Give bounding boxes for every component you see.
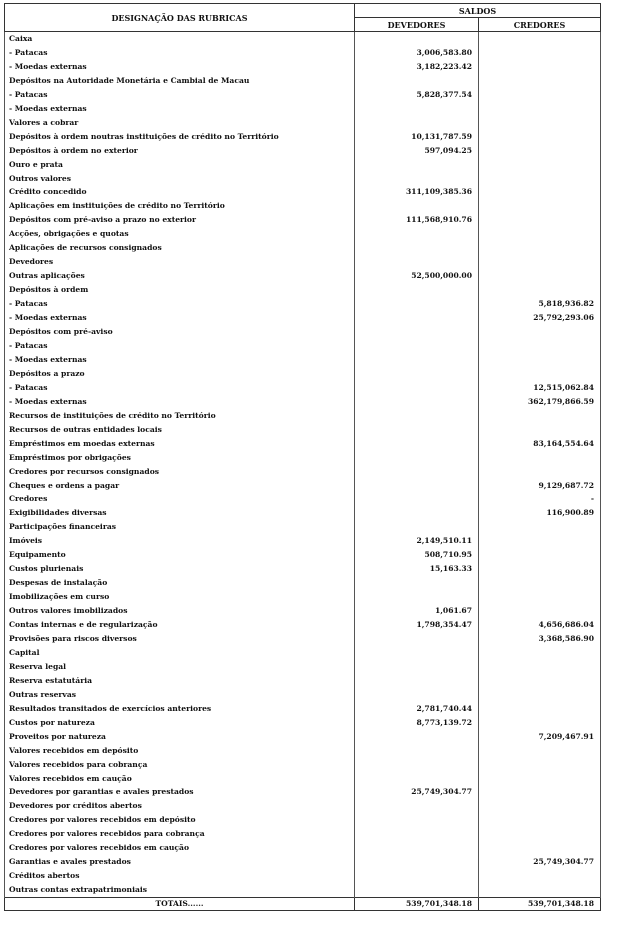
- row-devedores: [355, 311, 479, 325]
- totals-devedores: 539,701,348.18: [355, 898, 479, 911]
- row-label: - Moedas externas: [5, 395, 355, 409]
- row-credores: [479, 158, 601, 172]
- row-credores: [479, 255, 601, 269]
- row-label: Exigibilidades diversas: [5, 506, 355, 520]
- table-row: [5, 269, 601, 283]
- row-devedores: [355, 520, 479, 534]
- row-devedores: [355, 576, 479, 590]
- row-credores: [479, 716, 601, 730]
- row-label: Credores por valores recebidos em depósito: [5, 813, 355, 827]
- row-credores: [479, 799, 601, 813]
- row-credores: [479, 688, 601, 702]
- row-credores: [479, 172, 601, 186]
- table-row: [5, 172, 601, 186]
- row-devedores: 3,182,223.42: [355, 60, 479, 74]
- row-label: Depósitos com pré-aviso a prazo no exterior: [5, 213, 355, 227]
- row-credores: [479, 758, 601, 772]
- totals-credores: 539,701,348.18: [479, 898, 601, 911]
- row-credores: [479, 562, 601, 576]
- row-label: Valores recebidos em caução: [5, 772, 355, 786]
- row-devedores: [355, 116, 479, 130]
- row-credores: [479, 576, 601, 590]
- header-credores: CREDORES: [479, 18, 601, 32]
- row-devedores: [355, 632, 479, 646]
- table-row: [5, 158, 601, 172]
- row-devedores: 508,710.95: [355, 548, 479, 562]
- table-row: [5, 660, 601, 674]
- row-credores: [479, 451, 601, 465]
- row-credores: [479, 827, 601, 841]
- row-label: Recursos de outras entidades locais: [5, 423, 355, 437]
- row-credores: [479, 813, 601, 827]
- row-label: Imobilizações em curso: [5, 590, 355, 604]
- table-row: [5, 590, 601, 604]
- row-devedores: [355, 465, 479, 479]
- table-body: [5, 32, 601, 898]
- row-label: Cheques e ordens a pagar: [5, 479, 355, 493]
- row-devedores: [355, 339, 479, 353]
- row-devedores: [355, 883, 479, 897]
- row-credores: [479, 646, 601, 660]
- row-credores: [479, 130, 601, 144]
- table-row: [5, 130, 601, 144]
- row-devedores: 5,828,377.54: [355, 88, 479, 102]
- table-row: [5, 548, 601, 562]
- table-row: [5, 702, 601, 716]
- table-row: [5, 311, 601, 325]
- table-row: [5, 116, 601, 130]
- row-label: Credores por valores recebidos em caução: [5, 841, 355, 855]
- row-label: Valores recebidos para cobrança: [5, 758, 355, 772]
- row-credores: [479, 227, 601, 241]
- row-label: Recursos de instituições de crédito no Território: [5, 409, 355, 423]
- row-label: - Patacas: [5, 88, 355, 102]
- row-label: Contas internas e de regularização: [5, 618, 355, 632]
- row-devedores: [355, 241, 479, 255]
- table-row: [5, 855, 601, 869]
- row-credores: [479, 185, 601, 199]
- table-row: [5, 562, 601, 576]
- table-row: [5, 74, 601, 88]
- table-row: [5, 88, 601, 102]
- row-label: - Moedas externas: [5, 353, 355, 367]
- row-devedores: [355, 799, 479, 813]
- row-devedores: [355, 813, 479, 827]
- row-credores: [479, 367, 601, 381]
- table-row: [5, 185, 601, 199]
- row-credores: [479, 60, 601, 74]
- table-row: [5, 618, 601, 632]
- row-label: Credores por recursos consignados: [5, 465, 355, 479]
- row-devedores: [355, 827, 479, 841]
- row-credores: 25,749,304.77: [479, 855, 601, 869]
- row-label: Empréstimos em moedas externas: [5, 437, 355, 451]
- table-row: [5, 674, 601, 688]
- row-label: Reserva legal: [5, 660, 355, 674]
- row-devedores: [355, 325, 479, 339]
- header-devedores: DEVEDORES: [355, 18, 479, 32]
- table-row: [5, 283, 601, 297]
- table-row: [5, 799, 601, 813]
- row-label: - Moedas externas: [5, 311, 355, 325]
- row-credores: 83,164,554.64: [479, 437, 601, 451]
- table-row: [5, 213, 601, 227]
- row-credores: 116,900.89: [479, 506, 601, 520]
- row-label: Caixa: [5, 32, 355, 46]
- row-credores: 25,792,293.06: [479, 311, 601, 325]
- row-credores: [479, 744, 601, 758]
- row-devedores: 3,006,583.80: [355, 46, 479, 60]
- row-devedores: [355, 869, 479, 883]
- row-credores: [479, 465, 601, 479]
- row-devedores: [355, 199, 479, 213]
- row-devedores: [355, 409, 479, 423]
- row-label: Acções, obrigações e quotas: [5, 227, 355, 241]
- row-label: Garantias e avales prestados: [5, 855, 355, 869]
- row-label: Outros valores imobilizados: [5, 604, 355, 618]
- row-credores: [479, 841, 601, 855]
- table-row: [5, 227, 601, 241]
- row-devedores: [355, 506, 479, 520]
- row-label: - Patacas: [5, 339, 355, 353]
- row-credores: [479, 102, 601, 116]
- row-label: Depósitos na Autoridade Monetária e Cambial de Macau: [5, 74, 355, 88]
- row-devedores: [355, 479, 479, 493]
- row-credores: [479, 520, 601, 534]
- row-credores: 4,656,686.04: [479, 618, 601, 632]
- table-row: [5, 506, 601, 520]
- row-devedores: 52,500,000.00: [355, 269, 479, 283]
- row-label: Ouro e prata: [5, 158, 355, 172]
- table-row: [5, 646, 601, 660]
- row-credores: [479, 534, 601, 548]
- row-credores: [479, 339, 601, 353]
- table-row: [5, 353, 601, 367]
- row-label: Equipamento: [5, 548, 355, 562]
- row-devedores: 2,781,740.44: [355, 702, 479, 716]
- balance-sheet-table: [4, 3, 601, 911]
- row-credores: [479, 772, 601, 786]
- table-row: [5, 451, 601, 465]
- row-credores: 5,818,936.82: [479, 297, 601, 311]
- table-row: [5, 60, 601, 74]
- table-row: [5, 492, 601, 506]
- row-devedores: [355, 32, 479, 46]
- row-label: Imóveis: [5, 534, 355, 548]
- table-row: [5, 604, 601, 618]
- row-label: Provisões para riscos diversos: [5, 632, 355, 646]
- table-row: [5, 367, 601, 381]
- table-row: [5, 423, 601, 437]
- row-label: Reserva estatutária: [5, 674, 355, 688]
- row-label: Resultados transitados de exercícios anteriores: [5, 702, 355, 716]
- table-row: [5, 144, 601, 158]
- table-row: [5, 437, 601, 451]
- row-devedores: [355, 395, 479, 409]
- row-label: Depósitos à ordem noutras instituições de crédito no Território: [5, 130, 355, 144]
- row-label: Empréstimos por obrigações: [5, 451, 355, 465]
- table-row: [5, 465, 601, 479]
- row-credores: [479, 869, 601, 883]
- row-devedores: [355, 423, 479, 437]
- totals-row: [5, 898, 601, 911]
- table-row: [5, 716, 601, 730]
- table-row: [5, 827, 601, 841]
- row-label: Depósitos à ordem: [5, 283, 355, 297]
- row-devedores: [355, 451, 479, 465]
- row-credores: [479, 199, 601, 213]
- row-credores: 12,515,062.84: [479, 381, 601, 395]
- row-devedores: [355, 102, 479, 116]
- row-devedores: [355, 841, 479, 855]
- row-devedores: [355, 688, 479, 702]
- row-devedores: [355, 227, 479, 241]
- row-credores: 3,368,586.90: [479, 632, 601, 646]
- row-label: Aplicações de recursos consignados: [5, 241, 355, 255]
- row-devedores: 111,568,910.76: [355, 213, 479, 227]
- table-row: [5, 297, 601, 311]
- table-row: [5, 772, 601, 786]
- row-label: Outras aplicações: [5, 269, 355, 283]
- table-row: [5, 395, 601, 409]
- row-label: Outras contas extrapatrimoniais: [5, 883, 355, 897]
- row-label: Despesas de instalação: [5, 576, 355, 590]
- row-credores: [479, 785, 601, 799]
- row-devedores: [355, 381, 479, 395]
- table-row: [5, 381, 601, 395]
- row-label: Devedores: [5, 255, 355, 269]
- row-devedores: 10,131,787.59: [355, 130, 479, 144]
- table-row: [5, 785, 601, 799]
- table-row: [5, 730, 601, 744]
- row-credores: [479, 144, 601, 158]
- row-credores: [479, 116, 601, 130]
- row-credores: [479, 674, 601, 688]
- table-row: [5, 632, 601, 646]
- table-row: [5, 576, 601, 590]
- row-devedores: [355, 660, 479, 674]
- row-devedores: [355, 353, 479, 367]
- row-credores: [479, 32, 601, 46]
- table-row: [5, 325, 601, 339]
- row-credores: [479, 241, 601, 255]
- row-devedores: [355, 437, 479, 451]
- row-label: - Moedas externas: [5, 102, 355, 116]
- row-credores: -: [479, 492, 601, 506]
- row-devedores: [355, 283, 479, 297]
- row-credores: 7,209,467.91: [479, 730, 601, 744]
- row-credores: [479, 660, 601, 674]
- row-devedores: 597,094.25: [355, 144, 479, 158]
- row-devedores: [355, 674, 479, 688]
- row-devedores: [355, 297, 479, 311]
- row-label: Valores a cobrar: [5, 116, 355, 130]
- row-label: Capital: [5, 646, 355, 660]
- row-label: Crédito concedido: [5, 185, 355, 199]
- row-devedores: [355, 158, 479, 172]
- table-row: [5, 241, 601, 255]
- row-credores: [479, 325, 601, 339]
- row-label: Credores: [5, 492, 355, 506]
- row-credores: [479, 74, 601, 88]
- row-label: Custos por natureza: [5, 716, 355, 730]
- row-label: Depósitos a prazo: [5, 367, 355, 381]
- row-credores: [479, 283, 601, 297]
- row-credores: [479, 88, 601, 102]
- row-credores: [479, 604, 601, 618]
- table-row: [5, 46, 601, 60]
- row-label: Valores recebidos em depósito: [5, 744, 355, 758]
- row-label: Devedores por créditos abertos: [5, 799, 355, 813]
- row-credores: [479, 46, 601, 60]
- row-devedores: [355, 74, 479, 88]
- table-row: [5, 758, 601, 772]
- table-row: [5, 479, 601, 493]
- row-devedores: 25,749,304.77: [355, 785, 479, 799]
- row-devedores: [355, 855, 479, 869]
- row-credores: [479, 353, 601, 367]
- table-row: [5, 32, 601, 46]
- row-devedores: [355, 646, 479, 660]
- row-devedores: [355, 255, 479, 269]
- table-row: [5, 520, 601, 534]
- row-devedores: [355, 172, 479, 186]
- table-row: [5, 883, 601, 897]
- row-label: Depósitos com pré-aviso: [5, 325, 355, 339]
- row-devedores: 1,798,354.47: [355, 618, 479, 632]
- table-row: [5, 869, 601, 883]
- row-devedores: [355, 492, 479, 506]
- row-label: - Patacas: [5, 46, 355, 60]
- row-devedores: [355, 744, 479, 758]
- row-devedores: [355, 730, 479, 744]
- row-label: Credores por valores recebidos para cobrança: [5, 827, 355, 841]
- row-credores: [479, 590, 601, 604]
- table-row: [5, 813, 601, 827]
- row-label: Outras reservas: [5, 688, 355, 702]
- table-row: [5, 534, 601, 548]
- table-row: [5, 102, 601, 116]
- table-row: [5, 744, 601, 758]
- row-devedores: 1,061.67: [355, 604, 479, 618]
- row-label: - Moedas externas: [5, 60, 355, 74]
- row-label: - Patacas: [5, 297, 355, 311]
- table-row: [5, 199, 601, 213]
- row-credores: [479, 548, 601, 562]
- row-label: Devedores por garantias e avales prestados: [5, 785, 355, 799]
- row-devedores: 15,163.33: [355, 562, 479, 576]
- row-devedores: [355, 772, 479, 786]
- header-designacao: DESIGNAÇÃO DAS RUBRICAS: [5, 4, 355, 32]
- row-credores: [479, 269, 601, 283]
- row-label: Outros valores: [5, 172, 355, 186]
- row-label: - Patacas: [5, 381, 355, 395]
- row-credores: [479, 213, 601, 227]
- row-devedores: 311,109,385.36: [355, 185, 479, 199]
- row-label: Créditos abertos: [5, 869, 355, 883]
- row-devedores: 8,773,139.72: [355, 716, 479, 730]
- table-row: [5, 841, 601, 855]
- row-label: Depósitos à ordem no exterior: [5, 144, 355, 158]
- row-credores: [479, 702, 601, 716]
- table-row: [5, 339, 601, 353]
- row-devedores: 2,149,510.11: [355, 534, 479, 548]
- row-credores: 362,179,866.59: [479, 395, 601, 409]
- row-devedores: [355, 590, 479, 604]
- header-saldos: SALDOS: [355, 4, 601, 18]
- row-credores: [479, 883, 601, 897]
- row-label: Custos plurienais: [5, 562, 355, 576]
- row-devedores: [355, 367, 479, 381]
- table-row: [5, 688, 601, 702]
- row-devedores: [355, 758, 479, 772]
- table-row: [5, 409, 601, 423]
- table-row: [5, 255, 601, 269]
- row-label: Participações financeiras: [5, 520, 355, 534]
- row-credores: [479, 423, 601, 437]
- row-label: Proveitos por natureza: [5, 730, 355, 744]
- totals-label: TOTAIS......: [5, 898, 355, 911]
- row-label: Aplicações em instituições de crédito no Território: [5, 199, 355, 213]
- row-credores: [479, 409, 601, 423]
- row-credores: 9,129,687.72: [479, 479, 601, 493]
